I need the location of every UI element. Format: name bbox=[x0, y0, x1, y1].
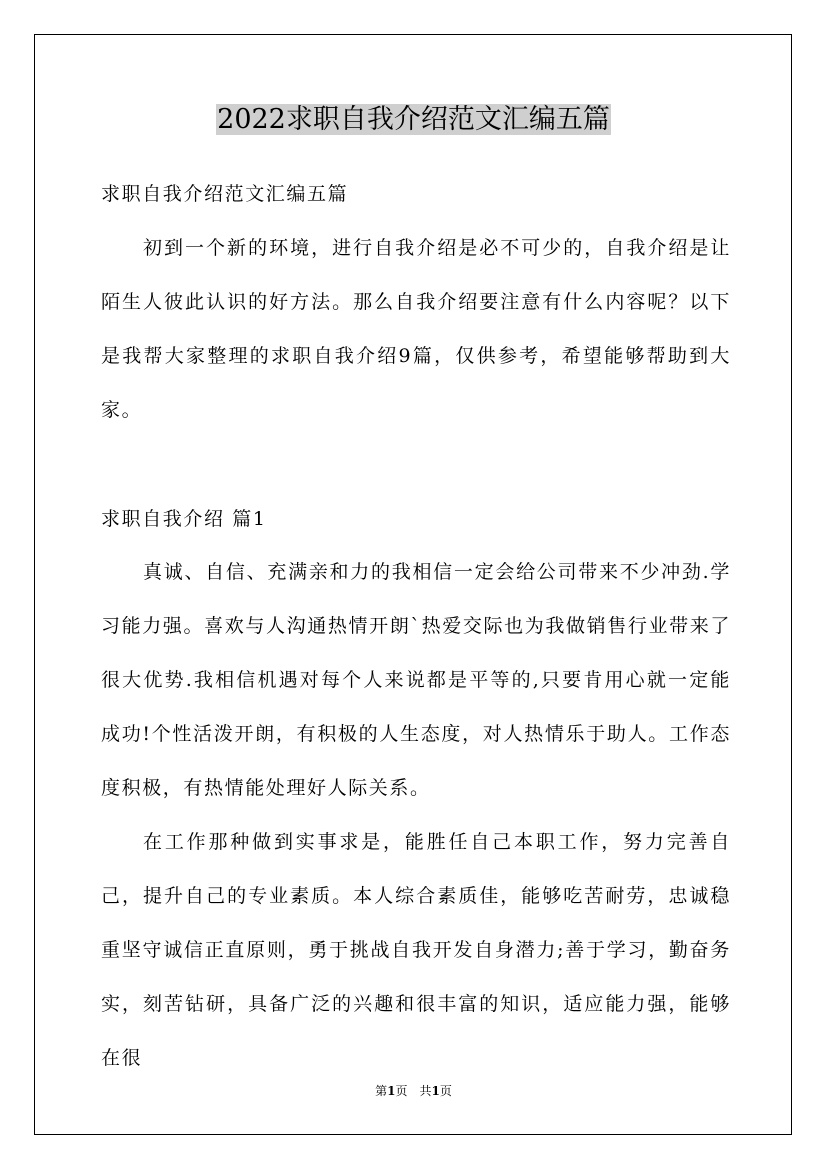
footer-suffix: 页 bbox=[439, 1084, 452, 1098]
footer-prefix: 第 bbox=[375, 1084, 388, 1098]
intro-paragraph: 初到一个新的环境，进行自我介绍是必不可少的，自我介绍是让陌生人彼此认识的好方法。那么自我介绍要注意有什么内容呢？以下是我帮大家整理的求职自我介绍9篇，仅供参考，希望能够帮助到大家。 bbox=[101, 237, 731, 421]
document-title bbox=[0, 100, 827, 140]
document-subtitle: 求职自我介绍范文汇编五篇 bbox=[101, 183, 349, 205]
footer-page-number: 1 bbox=[387, 1084, 396, 1098]
body-paragraph: 在工作那种做到实事求是，能胜任自己本职工作，努力完善自己，提升自己的专业素质。本人综合素质佳，能够吃苦耐劳，忠诚稳重坚守诚信正直原则，勇于挑战自我开发自身潜力;善于学习，勤奋务实，刻苦钻研，具备广泛的兴趣和很丰富的知识，适应能力强，能够在很 bbox=[101, 831, 731, 1069]
footer-total-pages: 1 bbox=[431, 1084, 440, 1098]
body-paragraph: 真诚、自信、充满亲和力的我相信一定会给公司带来不少冲劲.学习能力强。喜欢与人沟通热情开朗`热爱交际也为我做销售行业带来了很大优势.我相信机遇对每个人来说都是平等的,只要肯用心就一定能成功!个性活泼开朗，有积极的人生态度，对人热情乐于助人。工作态度积极，有热情能处理好人际关系。 bbox=[101, 561, 731, 799]
intro-block bbox=[101, 221, 731, 437]
section-heading: 求职自我介绍 篇1 bbox=[101, 508, 267, 530]
footer-mid: 页 共 bbox=[395, 1084, 432, 1098]
document-title-text: 2022求职自我介绍范文汇编五篇 bbox=[217, 104, 610, 135]
section-body bbox=[101, 545, 731, 1085]
page-footer bbox=[0, 1083, 827, 1099]
